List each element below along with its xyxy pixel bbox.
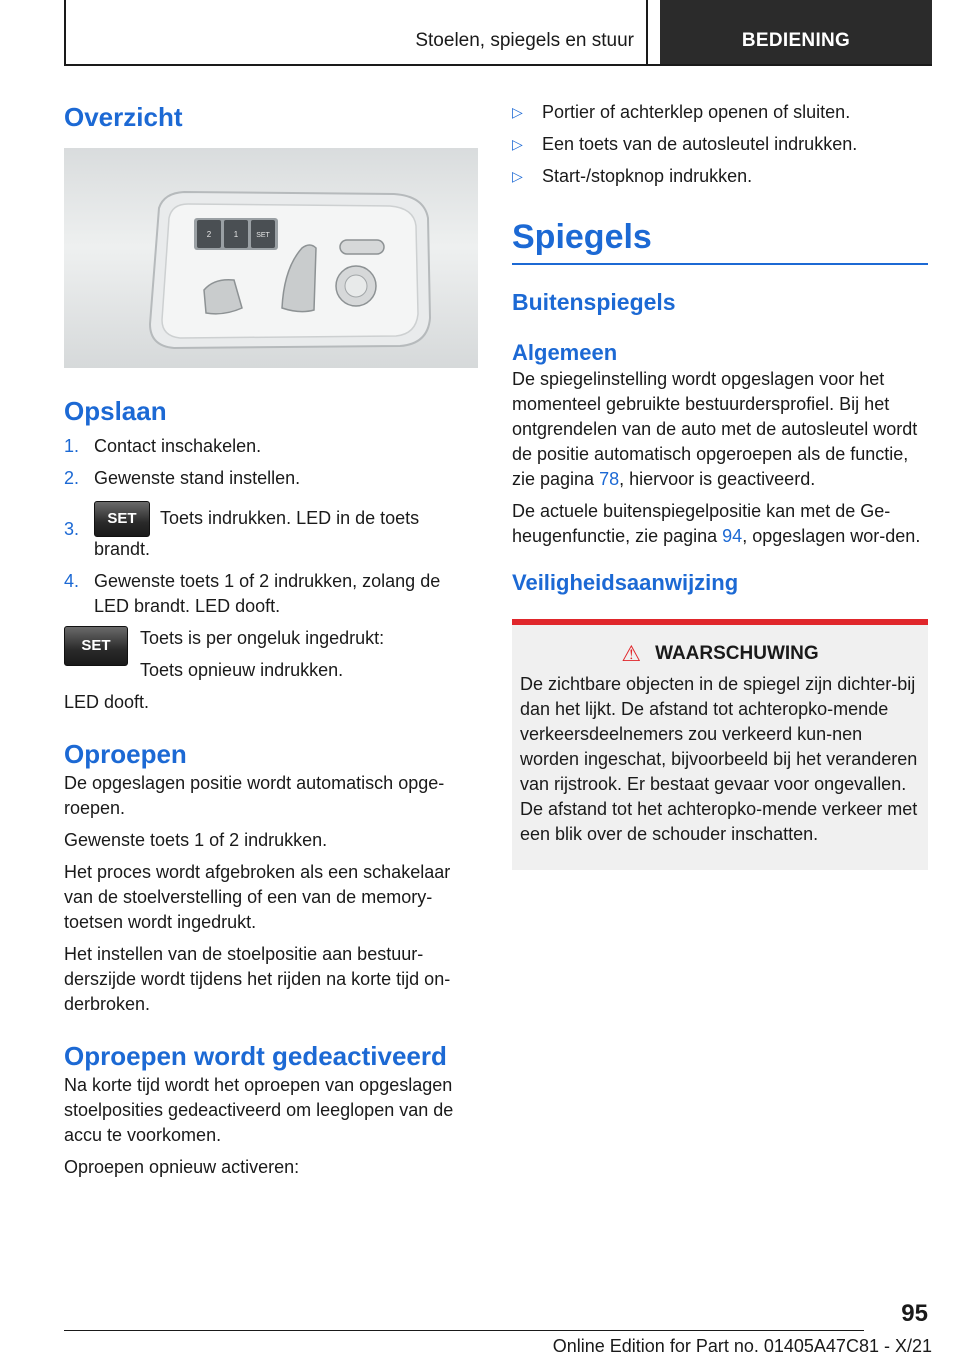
- warning-title: WAARSCHUWING: [655, 643, 819, 664]
- bullet-text: Een toets van de autosleutel indrukken.: [542, 134, 858, 154]
- page-link[interactable]: 94: [722, 526, 743, 546]
- note-line-2: Toets opnieuw indrukken.: [140, 660, 344, 680]
- triangle-bullet-icon: ▷: [512, 168, 523, 184]
- step-text: Gewenste stand instellen.: [94, 468, 301, 488]
- page-number: 95: [901, 1300, 928, 1327]
- step-number: 3.: [64, 519, 80, 539]
- header-chapter: [660, 0, 932, 64]
- list-item: [512, 100, 928, 125]
- bullet-list: [512, 100, 928, 189]
- paragraph: Gewenste toets 1 of 2 indrukken.: [64, 830, 328, 850]
- step-number: 1.: [64, 436, 80, 456]
- heading-algemeen: Algemeen: [512, 340, 618, 365]
- text-fragment: , opgeslagen wor-den.: [742, 526, 921, 546]
- heading-buitenspiegels: Buitenspiegels: [512, 289, 676, 315]
- page-link[interactable]: 78: [599, 469, 620, 489]
- chapter-title: BEDIENING: [741, 30, 851, 51]
- heading-opslaan: Opslaan: [64, 396, 167, 426]
- section-title: Stoelen, spiegels en stuur: [415, 30, 634, 51]
- step-number: 2.: [64, 468, 80, 488]
- heading-veiligheid: Veiligheidsaanwijzing: [512, 570, 739, 595]
- note-after: LED dooft.: [64, 692, 150, 712]
- step-text: Toets indrukken. LED in de toets brandt.: [94, 507, 420, 559]
- text-fragment: , hiervoor is geactiveerd.: [619, 469, 816, 489]
- bullet-text: Portier of achterklep openen of sluiten.: [542, 102, 851, 122]
- right-column: [512, 100, 928, 870]
- paragraph: Het instellen van de stoelpositie aan bestuur-derszijde wordt tijdens het rijden na korte tijd on-derbroken.: [64, 944, 451, 1014]
- triangle-bullet-icon: ▷: [512, 136, 523, 152]
- set-button-icon: SET: [94, 501, 150, 537]
- paragraph: Het proces wordt afgebroken als een schakelaar van de stoelverstelling of een van de memory-toetsen wordt ingedrukt.: [64, 862, 451, 932]
- seat-controls-photo: [64, 148, 478, 368]
- step-number: 4.: [64, 571, 80, 591]
- paragraph: [512, 367, 928, 492]
- paragraph: De opgeslagen positie wordt automatisch opge-roepen.: [64, 773, 445, 818]
- list-item: [64, 569, 478, 619]
- header-rule: [64, 64, 932, 66]
- step-text: Gewenste toets 1 of 2 indrukken, zolang de LED brandt. LED dooft.: [94, 571, 441, 616]
- warning-box: [512, 619, 928, 870]
- opslaan-steps: [64, 434, 478, 619]
- triangle-bullet-icon: ▷: [512, 104, 523, 120]
- text-fragment: De actuele buitenspiegelpositie kan met de Ge-heugenfunctie, zie pagina: [512, 501, 891, 546]
- heading-oproepen: Oproepen: [64, 739, 187, 769]
- left-column: [64, 100, 478, 1187]
- list-item: [512, 164, 928, 189]
- seat-panel-illustration: [64, 148, 478, 368]
- warning-text: De zichtbare objecten in de spiegel zijn dichter-bij dan het lijkt. De afstand tot achteropko-mende verkeersdeelnemers zou verkeerd kun-nen worden ingeschat, bijvoorbeeld bij het veranderen van rijstrook. Er bestaat gevaar voor ongevallen. De afstand tot het achteropko-mende verkeer met een blik over de schouder inschatten.: [520, 674, 918, 844]
- list-item: [64, 466, 478, 491]
- warning-header: [520, 641, 920, 666]
- set-button-icon: SET: [64, 626, 128, 666]
- header-section: [64, 0, 648, 64]
- paragraph: Oproepen opnieuw activeren:: [64, 1157, 300, 1177]
- heading-deactivated: Oproepen wordt gedeactiveerd: [64, 1041, 447, 1071]
- note-line-1: Toets is per ongeluk ingedrukt:: [140, 628, 385, 648]
- paragraph: [512, 499, 928, 549]
- bullet-text: Start-/stopknop indrukken.: [542, 166, 753, 186]
- list-item: [64, 501, 478, 562]
- heading-overzicht: Overzicht: [64, 102, 183, 132]
- list-item: [64, 434, 478, 459]
- photo-btn-set: SET: [256, 232, 270, 239]
- photo-btn-2: 2: [206, 230, 212, 239]
- photo-btn-1: 1: [233, 230, 239, 239]
- text-fragment: De spiegelinstelling wordt opgeslagen voor het momenteel gebruikte bestuurdersprofiel. Bij het ontgrendelen van de auto met de autosleutel wordt de positie automatisch opgeroepen als de functie, zie pagina: [512, 369, 918, 489]
- warning-triangle-icon: ⚠: [621, 641, 642, 666]
- note-row: [64, 626, 478, 690]
- footer-rule: [64, 1330, 864, 1331]
- heading-spiegels: Spiegels: [512, 215, 928, 265]
- paragraph: Na korte tijd wordt het oproepen van opgeslagen stoelposities gedeactiveerd om leeglopen van de accu te voorkomen.: [64, 1075, 454, 1145]
- footer-edition: Online Edition for Part no. 01405A47C81 - X/21: [552, 1336, 932, 1356]
- step-text: Contact inschakelen.: [94, 436, 262, 456]
- list-item: [512, 132, 928, 157]
